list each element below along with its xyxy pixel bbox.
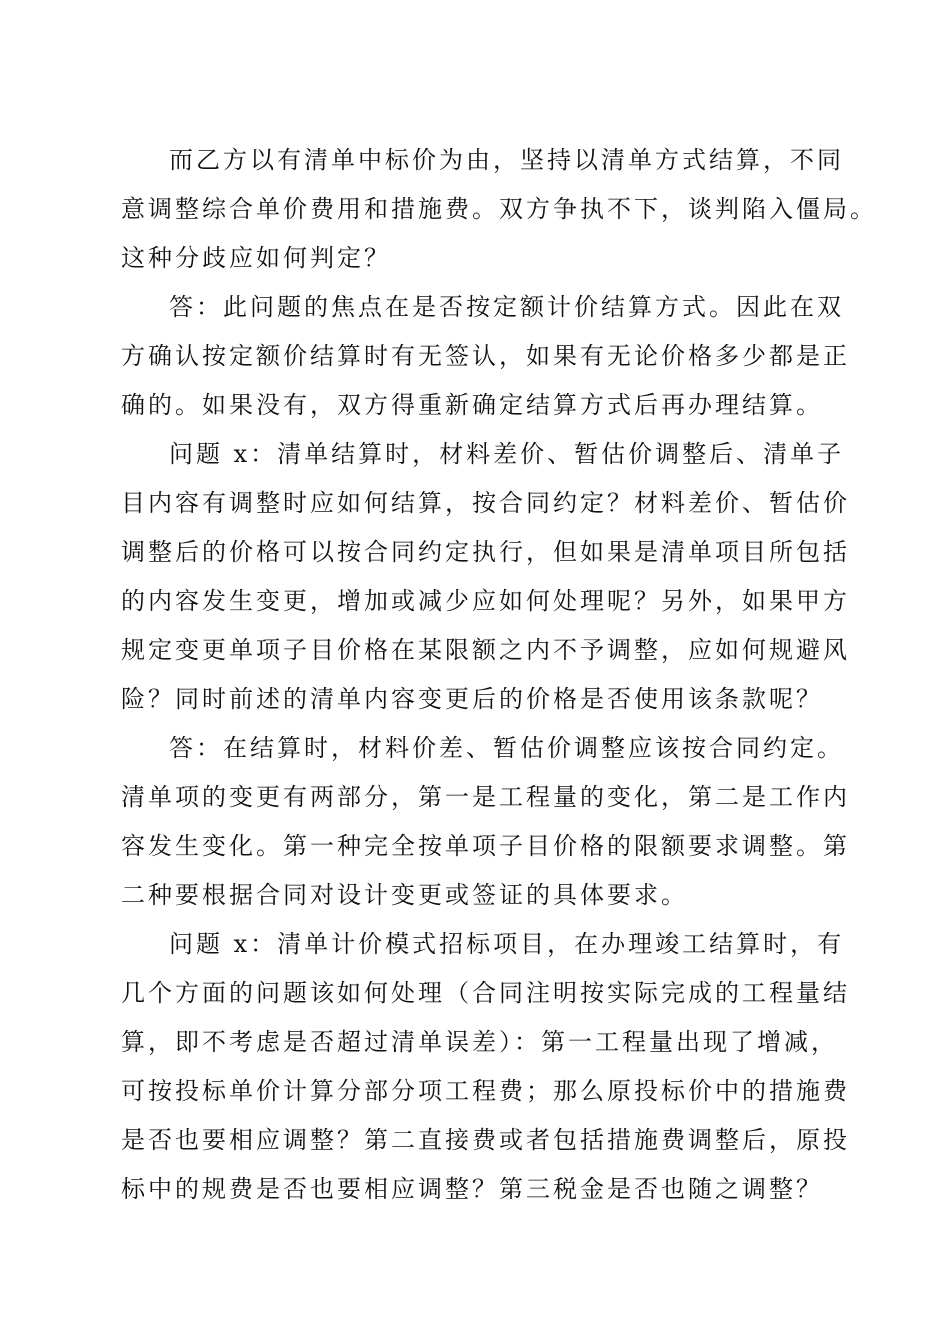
- text-line: 二种要根据合同对设计变更或签证的具体要求。: [121, 881, 688, 909]
- paragraph-answer-1: [121, 283, 850, 430]
- text-line: 容发生变化。第一种完全按单项子目价格的限额要求调整。第: [121, 832, 850, 860]
- text-line: 是否也要相应调整？第二直接费或者包括措施费调整后，原投: [121, 1126, 850, 1154]
- text-line: 几个方面的问题该如何处理（合同注明按实际完成的工程量结: [121, 979, 850, 1007]
- text-line: 的内容发生变更，增加或减少应如何处理呢？另外，如果甲方: [121, 587, 850, 615]
- paragraph-question-3: [121, 920, 850, 1214]
- text-line: 标中的规费是否也要相应调整？第三税金是否也随之调整？: [121, 1175, 823, 1203]
- text-line: 算，即不考虑是否超过清单误差）：第一工程量出现了增减，: [121, 1028, 838, 1056]
- text-line: 答：在结算时，材料价差、暂估价调整应该按合同约定。: [169, 734, 844, 762]
- document-body: [121, 136, 877, 1214]
- paragraph-dispute: [121, 136, 877, 283]
- text-line: 问题 x：清单结算时，材料差价、暂估价调整后、清单子: [169, 440, 845, 468]
- text-line: 而乙方以有清单中标价为由，坚持以清单方式结算，不同: [169, 146, 844, 174]
- text-line: 确的。如果没有，双方得重新确定结算方式后再办理结算。: [121, 391, 823, 419]
- text-line: 意调整综合单价费用和措施费。双方争执不下，谈判陷入僵局。: [121, 195, 877, 223]
- paragraph-question-2: [121, 430, 850, 724]
- text-line: 答：此问题的焦点在是否按定额计价结算方式。因此在双: [169, 293, 844, 321]
- text-line: 问题 x：清单计价模式招标项目，在办理竣工结算时，有: [169, 930, 845, 958]
- text-line: 调整后的价格可以按合同约定执行，但如果是清单项目所包括: [121, 538, 850, 566]
- text-line: 可按投标单价计算分部分项工程费；那么原投标价中的措施费: [121, 1077, 850, 1105]
- text-line: 这种分歧应如何判定？: [121, 244, 391, 272]
- text-line: 方确认按定额价结算时有无签认，如果有无论价格多少都是正: [121, 342, 850, 370]
- text-line: 规定变更单项子目价格在某限额之内不予调整，应如何规避风: [121, 636, 850, 664]
- text-line: 目内容有调整时应如何结算，按合同约定？材料差价、暂估价: [121, 489, 850, 517]
- paragraph-answer-2: [121, 724, 850, 920]
- text-line: 险？同时前述的清单内容变更后的价格是否使用该条款呢？: [121, 685, 823, 713]
- text-line: 清单项的变更有两部分，第一是工程量的变化，第二是工作内: [121, 783, 850, 811]
